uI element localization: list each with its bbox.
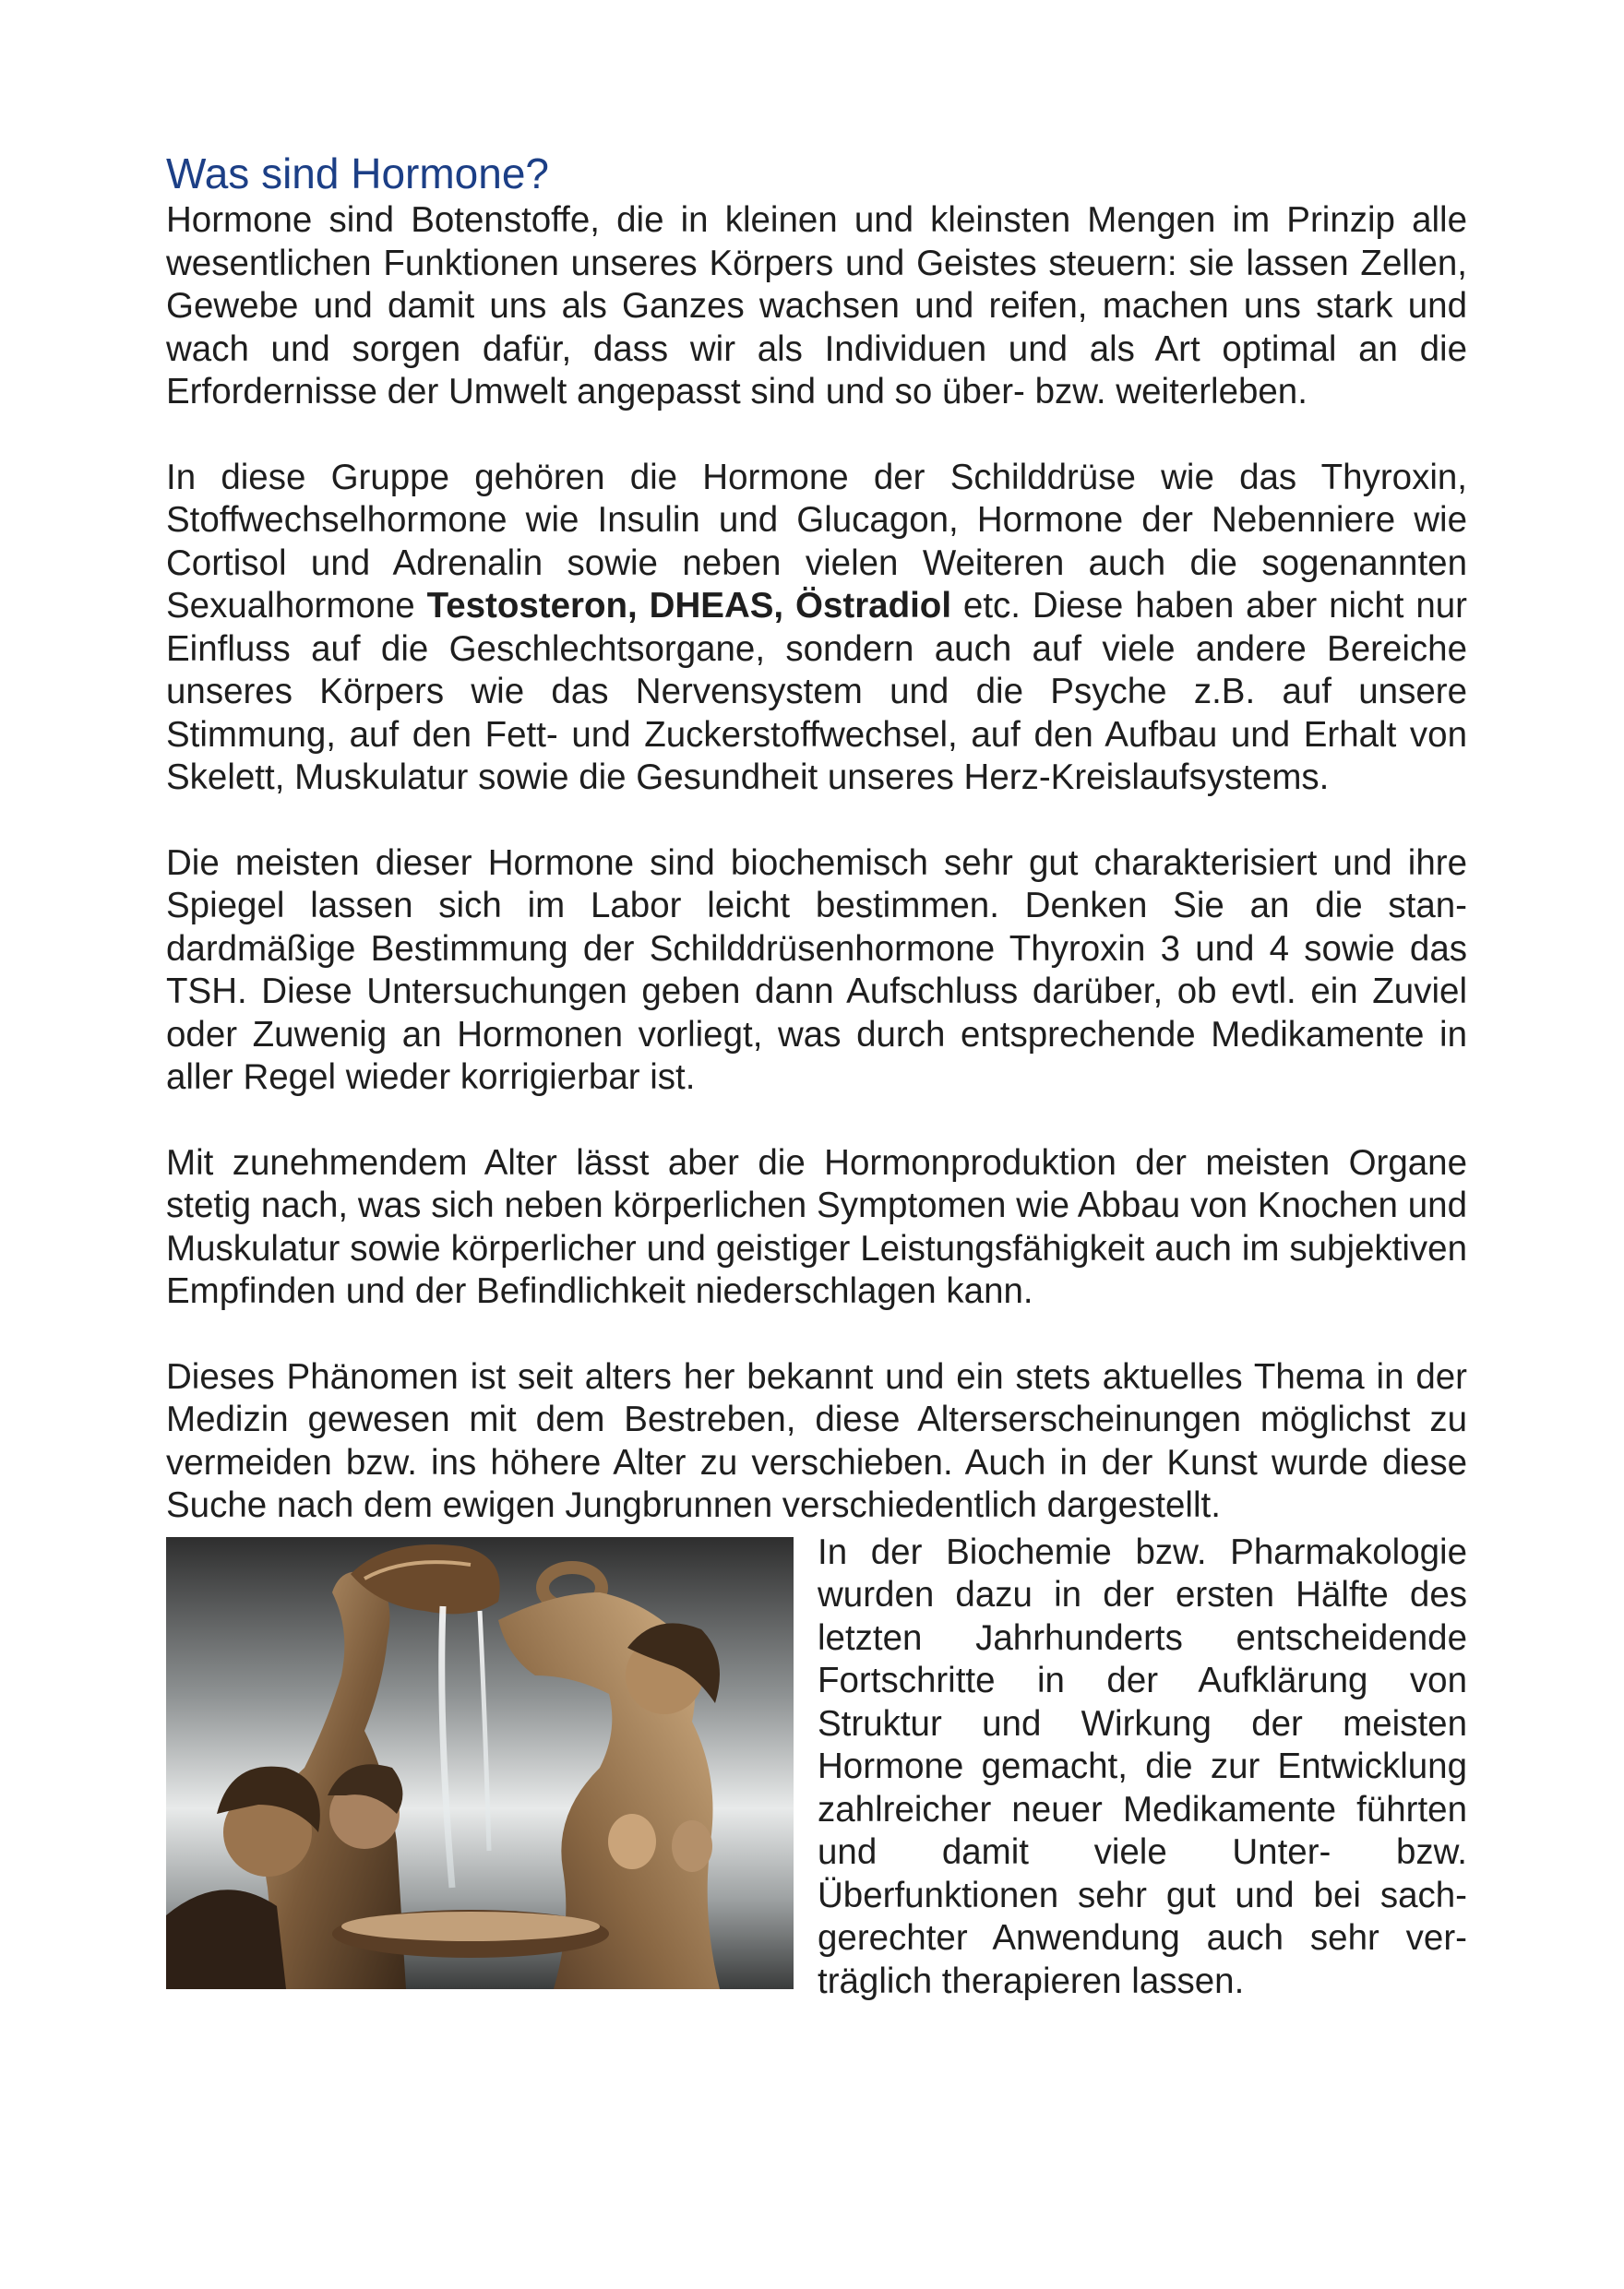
- page-title: Was sind Hormone?: [166, 149, 550, 197]
- sex-hormones-bold: Testosteron, DHEAS, Östradiol: [426, 586, 952, 626]
- paragraph-aging: Mit zunehmendem Alter lässt aber die Hormonproduktion der meisten Organe stetig nach, was sich neben körperlichen Symptomen wie Abbau von Knochen und Muskulatur sowie körperlicher und geistiger Leistungsfähigkeit auch im subjektiven Empfinden und der Befindlichkeit niederschlagen kann.: [166, 1142, 1467, 1311]
- paragraph-hormone-groups-text-2: etc. Diese haben aber nicht nur Einfluss auf die Geschlechtsorgane, sondern auch auf viele andere Bereiche unseres Körpers wie das Nervensystem und die Psyche z.B. auf unsere Stimmung, auf den Fett- und Zuckerstoffwechsel, auf den Aufbau und Erhalt von Skelett, Muskulatur sowie die Gesundheit unseres Herz-Kreislaufsystems.: [166, 586, 1467, 797]
- paragraph-lab-testing: Die meisten dieser Hormone sind biochemisch sehr gut charakterisiert und ihre Spiegel lassen sich im Labor leicht bestimmen. Denken Sie an die standardmäßige Bestimmung der Schilddrüsenhormone Thyroxin 3 und 4 sowie das TSH. Diese Untersuchungen geben dann Aufschluss darüber, ob evtl. ein Zuviel oder Zuwenig an Hormonen vorliegt, was durch entsprechende Medikamente in aller Regel wieder korrigierbar ist.: [166, 842, 1467, 1097]
- sculpture-illustration: [166, 1537, 794, 1989]
- image-text-section: [166, 1532, 1467, 2011]
- fountain-sculpture-image: [166, 1537, 794, 1989]
- paragraph-hormone-groups: [166, 457, 1467, 800]
- paragraph-phenomenon: Dieses Phänomen ist seit alters her bekannt und ein stets aktuelles Thema in der Medizin gewesen mit dem Bestreben, diese Alterserscheinungen möglichst zu vermeiden bzw. ins höhere Alter zu verschieben. Auch in der Kunst wurde diese Suche nach dem ewigen Jungbrunnen verschiedentlich dargestellt.: [166, 1356, 1467, 1525]
- paragraph-intro: Hormone sind Botenstoffe, die in kleinen und kleinsten Mengen im Prinzip alle wesentlichen Funktionen unseres Körpers und Geistes steuern: sie lassen Zellen, Gewebe und damit uns als Ganzes wachsen und reifen, machen uns stark und wach und sorgen dafür, dass wir als Individuen und als Art optimal an die Erfordernisse der Umwelt angepasst sind und so über- bzw. weiterleben.: [166, 200, 1467, 411]
- document-page: [166, 148, 1467, 2011]
- paragraph-hormone-groups-text-1: In diese Gruppe gehören die Hormone der Schilddrüse wie das Thyroxin, Stoffwechselhormone wie Insulin und Glucagon, Hormone der Nebenniere wie Cortisol und Adrenalin sowie neben vielen Weiteren auch die sogenannten Sexualhormone: [166, 457, 1467, 626]
- paragraph-biochemistry: In der Biochemie bzw. Pharmakologie wurden dazu in der ersten Hälfte des letzten Jahrhunderts entscheidende Fortschritte in der Aufklärung von Struktur und Wirkung der meisten Hormone gemacht, die zur Entwicklung zahlreicher neuer Medikamente führten und damit viele Unter- bzw. Überfunktionen sehr gut und bei sachgerechter Anwendung auch sehr verträglich therapieren lassen.: [818, 1532, 1467, 2001]
